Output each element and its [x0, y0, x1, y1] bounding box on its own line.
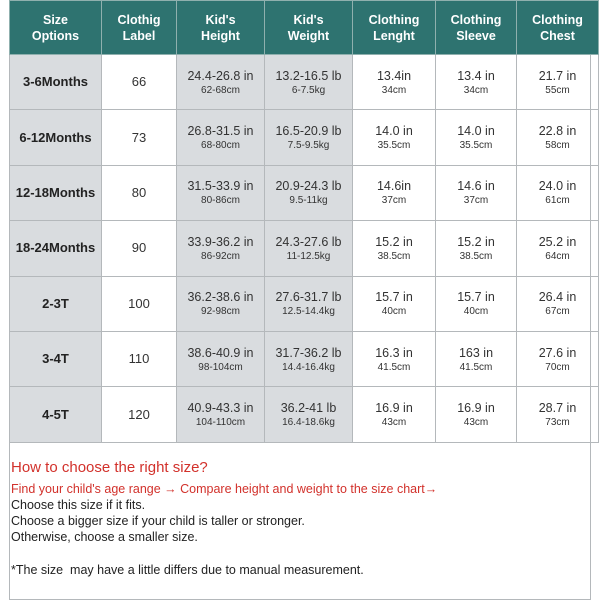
length-cm: 37cm — [381, 195, 407, 207]
length-cm: 41.5cm — [377, 361, 411, 373]
kids-weight-cell — [265, 331, 353, 386]
chest-inches: 27.6 in — [538, 345, 577, 360]
height-inches: 31.5-33.9 in — [187, 179, 254, 194]
header-line: Size — [42, 12, 68, 27]
clothing-sleeve-cell — [436, 55, 517, 110]
clothing-sleeve-cell — [436, 110, 517, 165]
height-cm: 92-98cm — [201, 306, 240, 318]
weight-kg: 14.4-16.4kg — [282, 361, 335, 373]
clothing-label-cell — [102, 221, 177, 276]
clothing-chest-cell — [517, 387, 599, 442]
weight-lb: 31.7-36.2 lb — [275, 345, 342, 360]
height-inches: 33.9-36.2 in — [187, 234, 254, 249]
size-option-cell — [10, 55, 102, 110]
clothing-chest-cell — [517, 331, 599, 386]
notes-line: Otherwise, choose a smaller size. — [11, 530, 198, 544]
height-inches: 26.8-31.5 in — [187, 124, 254, 139]
weight-kg: 16.4-18.6kg — [282, 417, 335, 429]
length-inches: 14.6in — [376, 179, 412, 194]
header-line: Kid's — [293, 12, 324, 27]
clothing-length-cell — [353, 221, 436, 276]
clothing-sleeve-cell — [436, 165, 517, 220]
header-clothing-label — [102, 1, 177, 55]
weight-lb: 16.5-20.9 lb — [275, 124, 342, 139]
header-line: Clothig — [117, 12, 161, 27]
clothing-label-cell — [102, 331, 177, 386]
sleeve-cm: 43cm — [463, 417, 489, 429]
header-kids-weight — [265, 1, 353, 55]
notes-footnote: *The size may have a little differs due to manual measurement. — [11, 563, 364, 577]
size-option-cell — [10, 276, 102, 331]
chest-cm: 73cm — [545, 417, 570, 429]
sleeve-inches: 15.7 in — [457, 290, 495, 305]
notes-heading: How to choose the right size? — [11, 459, 208, 476]
size-option-cell — [10, 331, 102, 386]
size-guide-notes — [11, 458, 586, 578]
length-inches: 15.7 in — [375, 290, 413, 305]
header-clothing-sleeve — [436, 1, 517, 55]
height-inches: 24.4-26.8 in — [187, 68, 254, 83]
size-option-label: 2-3T — [42, 295, 69, 311]
height-cm: 86-92cm — [201, 250, 240, 262]
clothing-label-value: 120 — [128, 406, 150, 422]
kids-weight-cell — [265, 110, 353, 165]
length-inches: 15.2 in — [375, 234, 413, 249]
chest-cm: 67cm — [545, 306, 570, 318]
size-option-label: 12-18Months — [15, 184, 96, 200]
sleeve-inches: 16.9 in — [457, 401, 495, 416]
weight-kg: 12.5-14.4kg — [282, 306, 335, 318]
size-option-label: 3-4T — [42, 351, 69, 367]
clothing-length-cell — [353, 331, 436, 386]
header-line: Height — [201, 28, 240, 43]
notes-steps: Find your child's age range → Compare height and weight to the size chart→ — [11, 482, 438, 496]
header-line: Weight — [287, 28, 330, 43]
weight-lb: 36.2-41 lb — [280, 401, 337, 416]
sleeve-cm: 34cm — [463, 84, 489, 96]
kids-height-cell — [177, 110, 265, 165]
clothing-label-value: 110 — [128, 351, 150, 367]
chest-inches: 24.0 in — [538, 179, 577, 194]
header-clothing-chest — [517, 1, 599, 55]
clothing-sleeve-cell — [436, 331, 517, 386]
clothing-length-cell — [353, 387, 436, 442]
length-cm: 38.5cm — [377, 250, 411, 262]
clothing-sleeve-cell — [436, 276, 517, 331]
clothing-length-cell — [353, 165, 436, 220]
header-clothing-length — [353, 1, 436, 55]
size-option-cell — [10, 221, 102, 276]
kids-height-cell — [177, 55, 265, 110]
kids-height-cell — [177, 387, 265, 442]
header-line: Clothing — [532, 12, 583, 27]
table-row — [10, 276, 599, 331]
height-cm: 62-68cm — [201, 84, 240, 96]
header-size-options — [10, 1, 102, 55]
weight-kg: 6-7.5kg — [291, 84, 326, 96]
notes-line: Choose this size if it fits. — [11, 498, 146, 512]
weight-kg: 9.5-11kg — [289, 195, 328, 207]
height-inches: 36.2-38.6 in — [187, 290, 254, 305]
size-option-cell — [10, 387, 102, 442]
table-header — [10, 1, 599, 55]
header-line: Clothing — [368, 12, 420, 27]
chest-inches: 22.8 in — [538, 124, 577, 139]
header-row — [10, 1, 599, 55]
height-inches: 38.6-40.9 in — [187, 345, 254, 360]
height-cm: 98-104cm — [198, 361, 243, 373]
weight-kg: 7.5-9.5kg — [287, 140, 330, 152]
size-option-cell — [10, 165, 102, 220]
kids-height-cell — [177, 276, 265, 331]
table-row — [10, 110, 599, 165]
header-line: Clothing — [450, 12, 502, 27]
length-cm: 34cm — [381, 84, 407, 96]
kids-height-cell — [177, 165, 265, 220]
weight-lb: 13.2-16.5 lb — [275, 68, 342, 83]
chest-cm: 58cm — [545, 140, 570, 152]
clothing-label-cell — [102, 387, 177, 442]
clothing-label-cell — [102, 276, 177, 331]
chest-cm: 64cm — [545, 250, 570, 262]
chest-inches: 26.4 in — [538, 290, 577, 305]
kids-height-cell — [177, 221, 265, 276]
table-body — [10, 55, 599, 443]
length-inches: 14.0 in — [375, 124, 413, 139]
header-kids-height — [177, 1, 265, 55]
table-row — [10, 165, 599, 220]
chest-inches: 25.2 in — [538, 234, 577, 249]
height-cm: 80-86cm — [201, 195, 240, 207]
clothing-chest-cell — [517, 55, 599, 110]
sleeve-inches: 15.2 in — [457, 234, 495, 249]
clothing-label-value: 66 — [131, 74, 147, 90]
clothing-chest-cell — [517, 110, 599, 165]
clothing-label-cell — [102, 110, 177, 165]
clothing-chest-cell — [517, 221, 599, 276]
header-line: Sleeve — [456, 28, 496, 43]
weight-lb: 24.3-27.6 lb — [275, 234, 342, 249]
weight-lb: 27.6-31.7 lb — [275, 290, 342, 305]
sleeve-cm: 35.5cm — [459, 140, 493, 152]
sleeve-cm: 37cm — [463, 195, 489, 207]
table-row — [10, 55, 599, 110]
height-cm: 104-110cm — [195, 417, 246, 429]
notes-line: Choose a bigger size if your child is taller or stronger. — [11, 514, 305, 528]
header-line: Chest — [540, 28, 575, 43]
length-inches: 16.9 in — [375, 401, 413, 416]
weight-kg: 11-12.5kg — [286, 250, 331, 262]
size-option-label: 18-24Months — [15, 240, 96, 256]
size-chart-table — [9, 0, 599, 443]
sleeve-inches: 14.6 in — [457, 179, 495, 194]
clothing-sleeve-cell — [436, 387, 517, 442]
kids-weight-cell — [265, 276, 353, 331]
length-cm: 40cm — [381, 306, 407, 318]
sleeve-cm: 41.5cm — [459, 361, 493, 373]
header-line: Label — [122, 28, 156, 43]
table-row — [10, 221, 599, 276]
clothing-label-value: 73 — [131, 129, 147, 145]
chest-cm: 55cm — [545, 84, 570, 96]
size-option-cell — [10, 110, 102, 165]
clothing-length-cell — [353, 276, 436, 331]
kids-weight-cell — [265, 387, 353, 442]
table-row — [10, 387, 599, 442]
size-option-label: 4-5T — [42, 406, 69, 422]
clothing-label-cell — [102, 55, 177, 110]
height-inches: 40.9-43.3 in — [187, 401, 254, 416]
sleeve-inches: 163 in — [458, 345, 494, 360]
length-cm: 43cm — [381, 417, 407, 429]
length-cm: 35.5cm — [377, 140, 411, 152]
kids-weight-cell — [265, 165, 353, 220]
table-row — [10, 331, 599, 386]
weight-lb: 20.9-24.3 lb — [275, 179, 342, 194]
chest-inches: 28.7 in — [538, 401, 577, 416]
size-option-label: 6-12Months — [19, 129, 92, 145]
clothing-label-value: 90 — [131, 240, 147, 256]
clothing-chest-cell — [517, 165, 599, 220]
kids-weight-cell — [265, 55, 353, 110]
header-line: Lenght — [373, 28, 415, 43]
clothing-label-value: 80 — [131, 184, 147, 200]
chest-cm: 61cm — [545, 195, 570, 207]
size-option-label: 3-6Months — [23, 74, 88, 90]
kids-height-cell — [177, 331, 265, 386]
header-line: Kid's — [205, 12, 236, 27]
clothing-chest-cell — [517, 276, 599, 331]
sleeve-inches: 13.4 in — [457, 68, 495, 83]
clothing-sleeve-cell — [436, 221, 517, 276]
clothing-length-cell — [353, 110, 436, 165]
sleeve-inches: 14.0 in — [457, 124, 495, 139]
chest-inches: 21.7 in — [538, 68, 577, 83]
length-inches: 16.3 in — [375, 345, 413, 360]
sleeve-cm: 38.5cm — [459, 250, 493, 262]
sleeve-cm: 40cm — [463, 306, 489, 318]
chest-cm: 70cm — [545, 361, 570, 373]
height-cm: 68-80cm — [201, 140, 240, 152]
clothing-label-value: 100 — [128, 295, 150, 311]
clothing-label-cell — [102, 165, 177, 220]
header-line: Options — [31, 28, 80, 43]
kids-weight-cell — [265, 221, 353, 276]
clothing-length-cell — [353, 55, 436, 110]
length-inches: 13.4in — [376, 68, 412, 83]
